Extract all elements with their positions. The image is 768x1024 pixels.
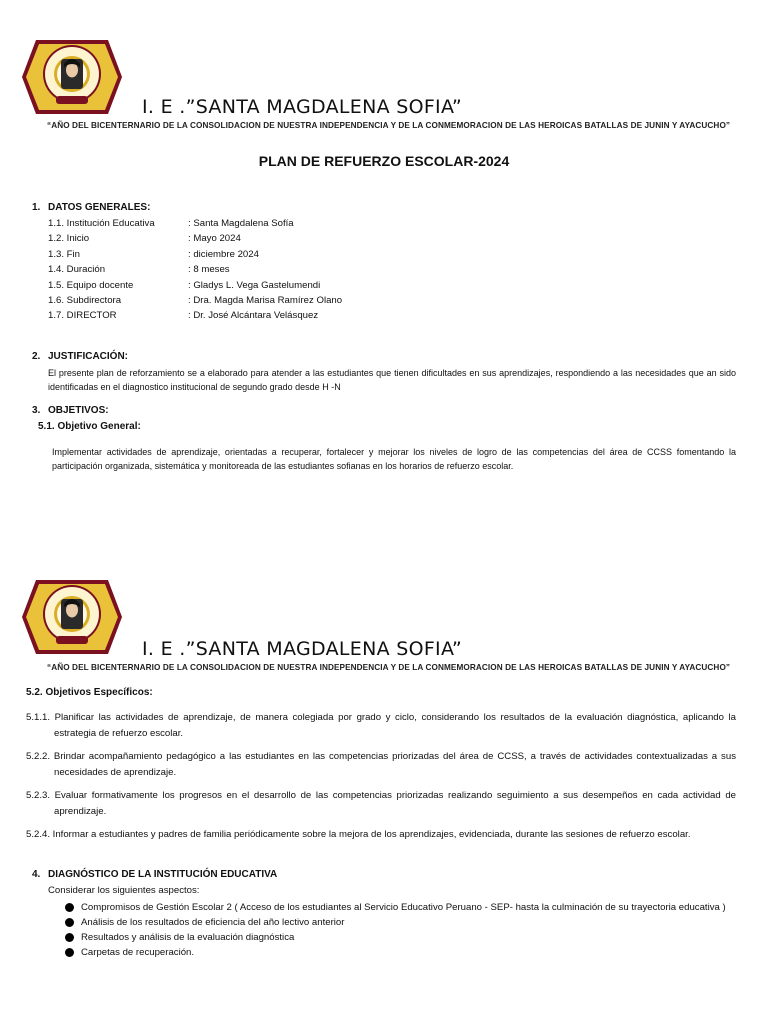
row-value: : Dra. Magda Marisa Ramírez Olano — [188, 294, 343, 306]
section-number: 3. — [32, 405, 41, 416]
section-justificacion-heading — [32, 351, 128, 362]
objetivos-especificos-heading: 5.2. Objetivos Específicos: — [26, 687, 153, 698]
list-item-text: Carpetas de recuperación. — [81, 947, 195, 958]
school-name: I. E .”SANTA MAGDALENA SOFIA” — [142, 96, 463, 118]
row-label: 1.2. Inicio — [48, 233, 90, 245]
row-value: : Gladys L. Vega Gastelumendi — [188, 279, 321, 291]
objetivo-especifico-item: 5.2.4. Informar a estudiantes y padres de familia periódicamente sobre la mejora de los aprendizajes, evidenciada, durante las sesiones de refuerzo escolar. — [26, 829, 691, 840]
list-item — [65, 900, 731, 915]
section-number: 2. — [32, 351, 41, 362]
section-title: DIAGNÓSTICO DE LA INSTITUCIÓN EDUCATIVA — [48, 869, 278, 880]
school-logo — [22, 34, 122, 120]
year-motto: “AÑO DEL BICENTERNARIO DE LA CONSOLIDACION DE NUESTRA INDEPENDENCIA Y DE LA CONMEMORACION DE LAS HEROICAS BATALLAS DE JUNIN Y AYACUCHO” — [47, 121, 731, 130]
row-label: 1.6. Subdirectora — [48, 294, 122, 306]
datos-row — [48, 278, 342, 293]
row-label: 1.7. DIRECTOR — [48, 310, 117, 322]
objetivo-especifico-item: 5.2.2. Brindar acompañamiento pedagógico a las estudiantes en las competencias priorizadas del área de CCSS, a través de actividades contextualizadas a sus necesidades de aprendizaje. — [26, 751, 736, 778]
list-item — [65, 915, 731, 930]
bullet-icon — [65, 918, 74, 927]
datos-row — [48, 262, 342, 277]
document-title: PLAN DE REFUERZO ESCOLAR-2024 — [258, 153, 510, 169]
bullet-icon — [65, 948, 74, 957]
row-value: : Dr. José Alcántara Velásquez — [188, 310, 319, 322]
bullet-icon — [65, 933, 74, 942]
datos-row — [48, 231, 342, 246]
diagnostico-list — [65, 900, 731, 960]
section-title: JUSTIFICACIÓN: — [48, 351, 128, 362]
section-objetivos-heading — [32, 405, 109, 416]
section-number: 1. — [32, 202, 41, 213]
objetivo-general-text: Implementar actividades de aprendizaje, orientadas a recuperar, fortalecer y mejorar los niveles de logro de las competencias del área de CCSS fomentando la participación organizada, sistemática y monitoreada de las estudiantes sofianas en los horarios de refuerzo escolar. — [52, 447, 736, 471]
datos-row — [48, 216, 342, 231]
row-value: : diciembre 2024 — [188, 248, 259, 260]
row-value: : 8 meses — [188, 264, 230, 276]
justificacion-text: El presente plan de reforzamiento se a elaborado para atender a las estudiantes que tienen dificultades en sus aprendizajes, respondiendo a las necesidades que an sido identificadas en el diagnostico institucional de segundo grado desde H -N — [48, 368, 736, 392]
objetivo-general-heading: 5.1. Objetivo General: — [38, 421, 141, 432]
objetivo-especifico-item: 5.2.3. Evaluar formativamente los progresos en el desarrollo de las competencias priorizadas realizando seguimiento a sus desempeños en cada actividad de aprendizaje. — [26, 790, 736, 817]
year-motto: “AÑO DEL BICENTERNARIO DE LA CONSOLIDACION DE NUESTRA INDEPENDENCIA Y DE LA CONMEMORACION DE LAS HEROICAS BATALLAS DE JUNIN Y AYACUCHO” — [47, 663, 731, 672]
list-item-text: Análisis de los resultados de eficiencia del año lectivo anterior — [81, 917, 345, 928]
objetivos-especificos-list — [26, 710, 736, 843]
diagnostico-intro: Considerar los siguientes aspectos: — [48, 885, 200, 896]
section-diagnostico-heading — [32, 869, 277, 880]
datos-row — [48, 293, 342, 308]
objetivo-especifico-item: 5.1.1. Planificar las actividades de aprendizaje, de manera colegiada por grado y ciclo, considerando los resultados de la evaluación diagnóstica, aplicando la estrategia de refuerzo escolar. — [26, 712, 736, 739]
datos-row — [48, 308, 342, 323]
datos-row — [48, 247, 342, 262]
row-value: : Mayo 2024 — [188, 233, 241, 245]
section-datos-generales-heading — [32, 202, 150, 213]
row-value: : Santa Magdalena Sofía — [188, 218, 294, 229]
row-label: 1.1. Institución Educativa — [48, 218, 155, 229]
datos-generales-list — [48, 216, 342, 324]
list-item-text: Compromisos de Gestión Escolar 2 ( Acceso de los estudiantes al Servicio Educativo Peruano - SEP- hasta la culminación de su trayectoria educativa ) — [81, 902, 726, 913]
list-item-text: Resultados y análisis de la evaluación diagnóstica — [81, 932, 295, 943]
school-name: I. E .”SANTA MAGDALENA SOFIA” — [142, 638, 463, 660]
list-item — [65, 945, 731, 960]
school-logo — [22, 574, 122, 660]
section-number: 4. — [32, 869, 41, 880]
list-item — [65, 930, 731, 945]
row-label: 1.3. Fin — [48, 248, 80, 260]
row-label: 1.5. Equipo docente — [48, 279, 134, 291]
section-title: DATOS GENERALES: — [48, 202, 151, 213]
bullet-icon — [65, 903, 74, 912]
section-title: OBJETIVOS: — [48, 405, 109, 416]
row-label: 1.4. Duración — [48, 264, 106, 276]
